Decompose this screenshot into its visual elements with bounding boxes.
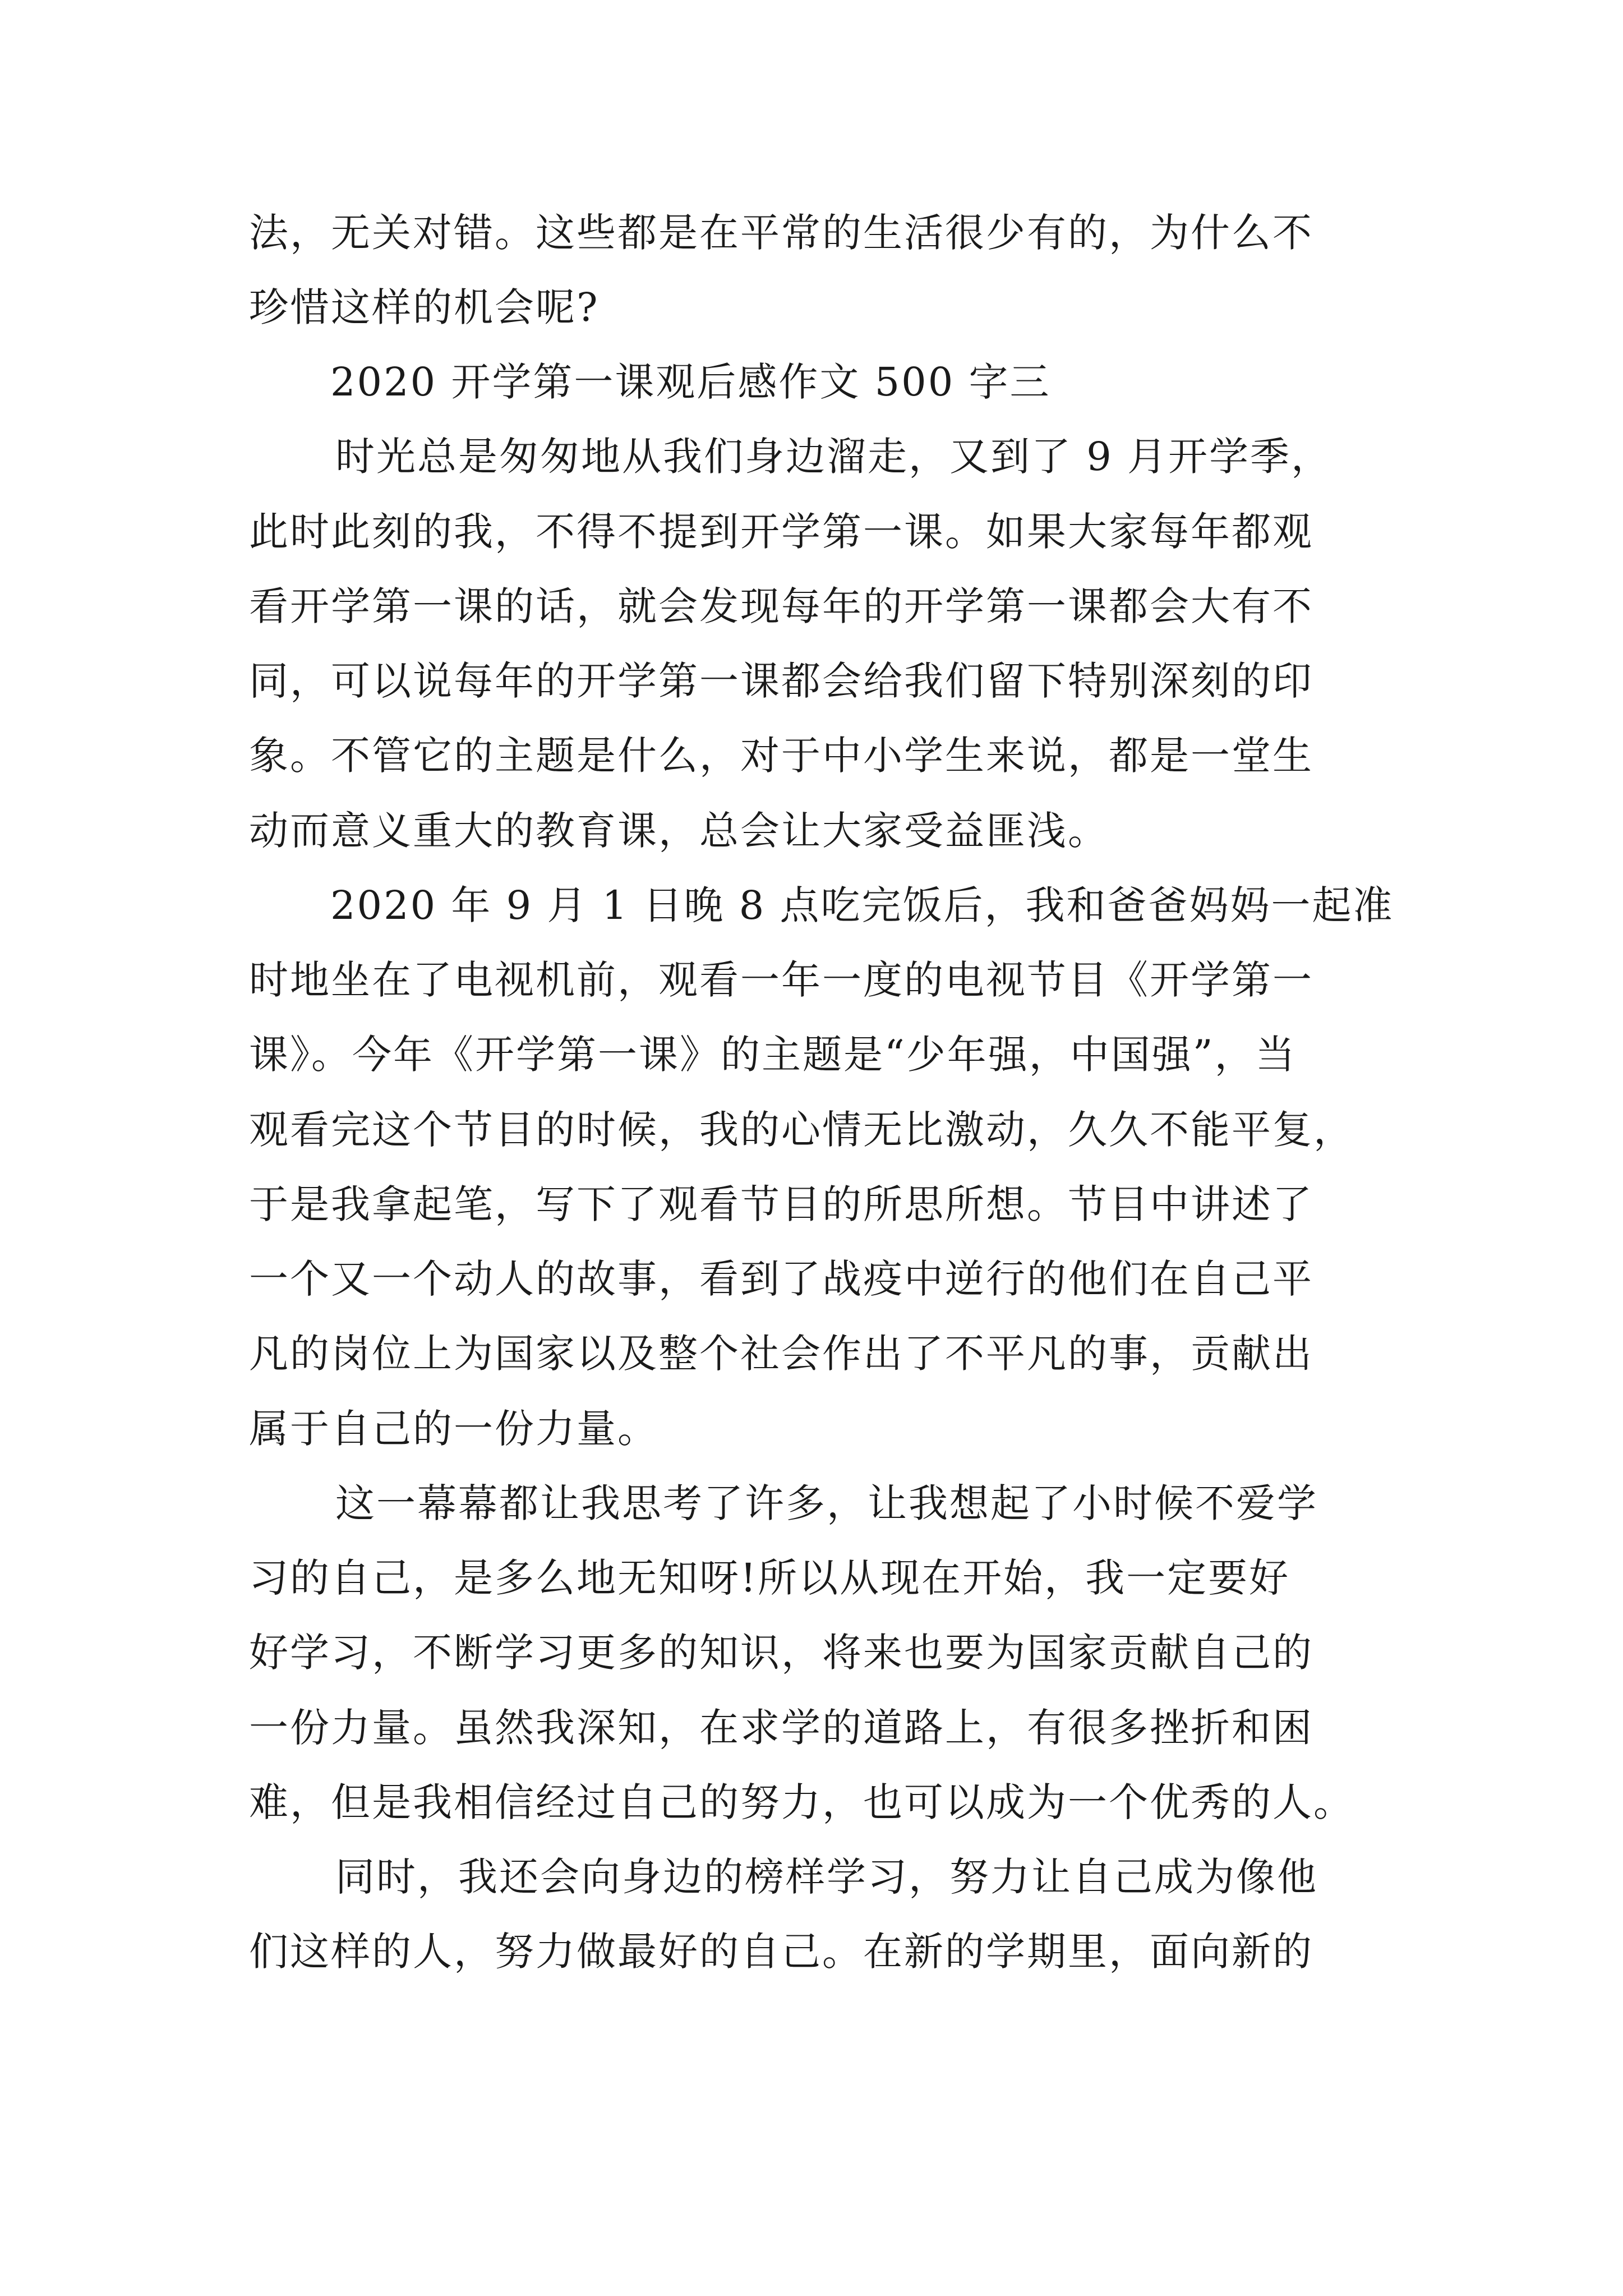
section-heading: 2020 开学第一课观后感作文 500 字三 (330, 359, 1051, 405)
text-line: 课》。今年《开学第一课》的主题是“少年强，中国强”，当 (249, 1032, 1297, 1078)
text-line: 一份力量。虽然我深知，在求学的道路上，有很多挫折和困 (249, 1705, 1313, 1751)
text-line: 时地坐在了电视机前，观看一年一度的电视节目《开学第一 (249, 957, 1313, 1003)
text-line: 同时，我还会向身边的榜样学习，努力让自己成为像他 (335, 1854, 1318, 1900)
text-line: 好学习，不断学习更多的知识，将来也要为国家贡献自己的 (249, 1630, 1313, 1676)
text-line: 凡的岗位上为国家以及整个社会作出了不平凡的事，贡献出 (249, 1331, 1313, 1377)
text-line: 难，但是我相信经过自己的努力，也可以成为一个优秀的人。 (249, 1779, 1354, 1825)
text-line: 看开学第一课的话，就会发现每年的开学第一课都会大有不 (249, 583, 1313, 629)
text-line: 此时此刻的我，不得不提到开学第一课。如果大家每年都观 (249, 509, 1313, 555)
text-line: 珍惜这样的机会呢? (249, 284, 600, 330)
text-line: 时光总是匆匆地从我们身边溜走，又到了 9 月开学季， (335, 434, 1332, 480)
text-line: 一个又一个动人的故事，看到了战疫中逆行的他们在自己平 (249, 1256, 1313, 1302)
text-line: 这一幕幕都让我思考了许多，让我想起了小时候不爱学 (335, 1480, 1318, 1526)
text-line: 法，无关对错。这些都是在平常的生活很少有的，为什么不 (249, 210, 1313, 256)
text-line: 2020 年 9 月 1 日晚 8 点吃完饭后，我和爸爸妈妈一起准 (330, 882, 1394, 928)
text-line: 象。不管它的主题是什么，对于中小学生来说，都是一堂生 (249, 733, 1313, 779)
text-line: 们这样的人，努力做最好的自己。在新的学期里，面向新的 (249, 1929, 1313, 1975)
text-line: 属于自己的一份力量。 (249, 1406, 658, 1452)
text-line: 动而意义重大的教育课，总会让大家受益匪浅。 (249, 808, 1109, 854)
text-line: 习的自己，是多么地无知呀!所以从现在开始，我一定要好 (249, 1555, 1290, 1601)
text-line: 观看完这个节目的时候，我的心情无比激动，久久不能平复， (249, 1107, 1354, 1153)
text-line: 于是我拿起笔，写下了观看节目的所思所想。节目中讲述了 (249, 1181, 1313, 1227)
text-line: 同，可以说每年的开学第一课都会给我们留下特别深刻的印 (249, 658, 1313, 704)
